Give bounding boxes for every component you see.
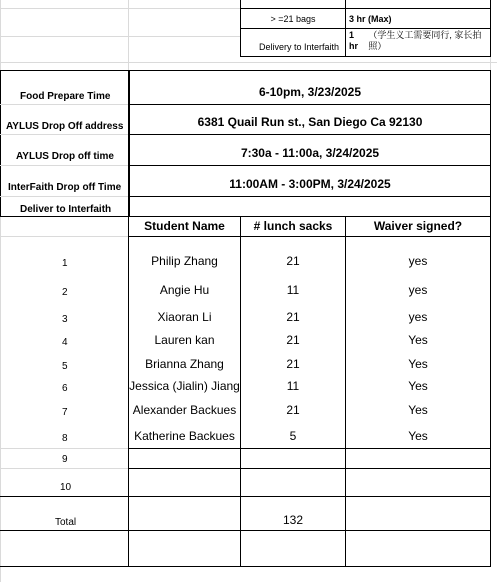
delivery-label: Delivery to Interfaith [258,42,339,52]
waiver-signed: Yes [408,357,428,371]
delivery-value-bold: 1 hr [349,30,358,51]
header-student-name: Student Name [144,219,225,233]
waiver-signed: yes [408,254,428,268]
row-number: 1 [62,257,68,269]
row-number: 9 [62,453,68,465]
waiver-signed [346,470,490,496]
lunch-sacks: 21 [286,254,300,268]
waiver-signed: yes [408,310,428,324]
student-name: Xiaoran Li [157,310,212,324]
student-name: Philip Zhang [151,254,218,268]
student-name: Katherine Backues [134,429,235,443]
student-name [129,449,240,468]
waiver-signed [346,449,490,468]
header-waiver-signed: Waiver signed? [373,219,463,233]
student-name: Alexander Backues [132,403,237,417]
value-food-prepare-time: 6-10pm, 3/23/2025 [258,85,362,99]
lunch-sacks [241,470,345,496]
lunch-sacks: 21 [286,310,300,324]
row-number: 4 [62,336,68,348]
lunch-sacks: 21 [286,357,300,371]
lunch-sacks: 11 [286,283,300,297]
value-drop-off-time: 7:30a - 11:00a, 3/24/2025 [240,146,380,160]
lunch-sacks: 21 [286,333,300,347]
waiver-signed: Yes [408,403,428,417]
bags-value: 3 hr (Max) [349,13,392,24]
lunch-sacks: 5 [289,429,297,443]
delivery-value [346,29,490,56]
student-name [129,470,240,496]
value-drop-off-address: 6381 Quail Run st., San Diego Ca 92130 [197,115,423,129]
lunch-sacks: 11 [286,379,300,393]
bags-label: > =21 bags [270,13,316,24]
row-number: 6 [62,382,68,394]
row-number: 8 [62,432,68,444]
header-lunch-sacks: # lunch sacks [253,219,333,233]
waiver-signed: yes [408,283,428,297]
total-label: Total [55,516,77,528]
lunch-sacks [241,449,345,468]
label-drop-off-time: AYLUS Drop off time [16,150,114,162]
delivery-value-note: （学生义工需要同行, 家长拍照） [368,30,482,51]
label-food-prepare-time: Food Prepare Time [20,90,111,102]
row-number: 5 [62,360,68,372]
lunch-sacks: 21 [286,403,300,417]
student-name: Lauren kan [154,333,215,347]
student-name: Brianna Zhang [145,357,224,371]
student-name: Jessica (Jialin) Jiang [129,379,240,393]
waiver-signed: Yes [408,333,428,347]
row-number: 10 [60,481,72,493]
label-deliver-to-interfaith: Deliver to Interfaith [20,203,112,215]
value-interfaith-drop-off-time: 11:00AM - 3:00PM, 3/24/2025 [229,177,391,191]
row-number: 2 [62,286,68,298]
total-value: 132 [282,513,304,527]
waiver-signed: Yes [408,429,428,443]
row-number: 7 [62,406,68,418]
label-interfaith-drop-off-time: InterFaith Drop off Time [8,181,122,193]
row-number: 3 [62,313,68,325]
label-drop-off-address: AYLUS Drop Off address [6,120,124,132]
waiver-signed: Yes [408,379,428,393]
student-name: Angie Hu [159,283,210,297]
